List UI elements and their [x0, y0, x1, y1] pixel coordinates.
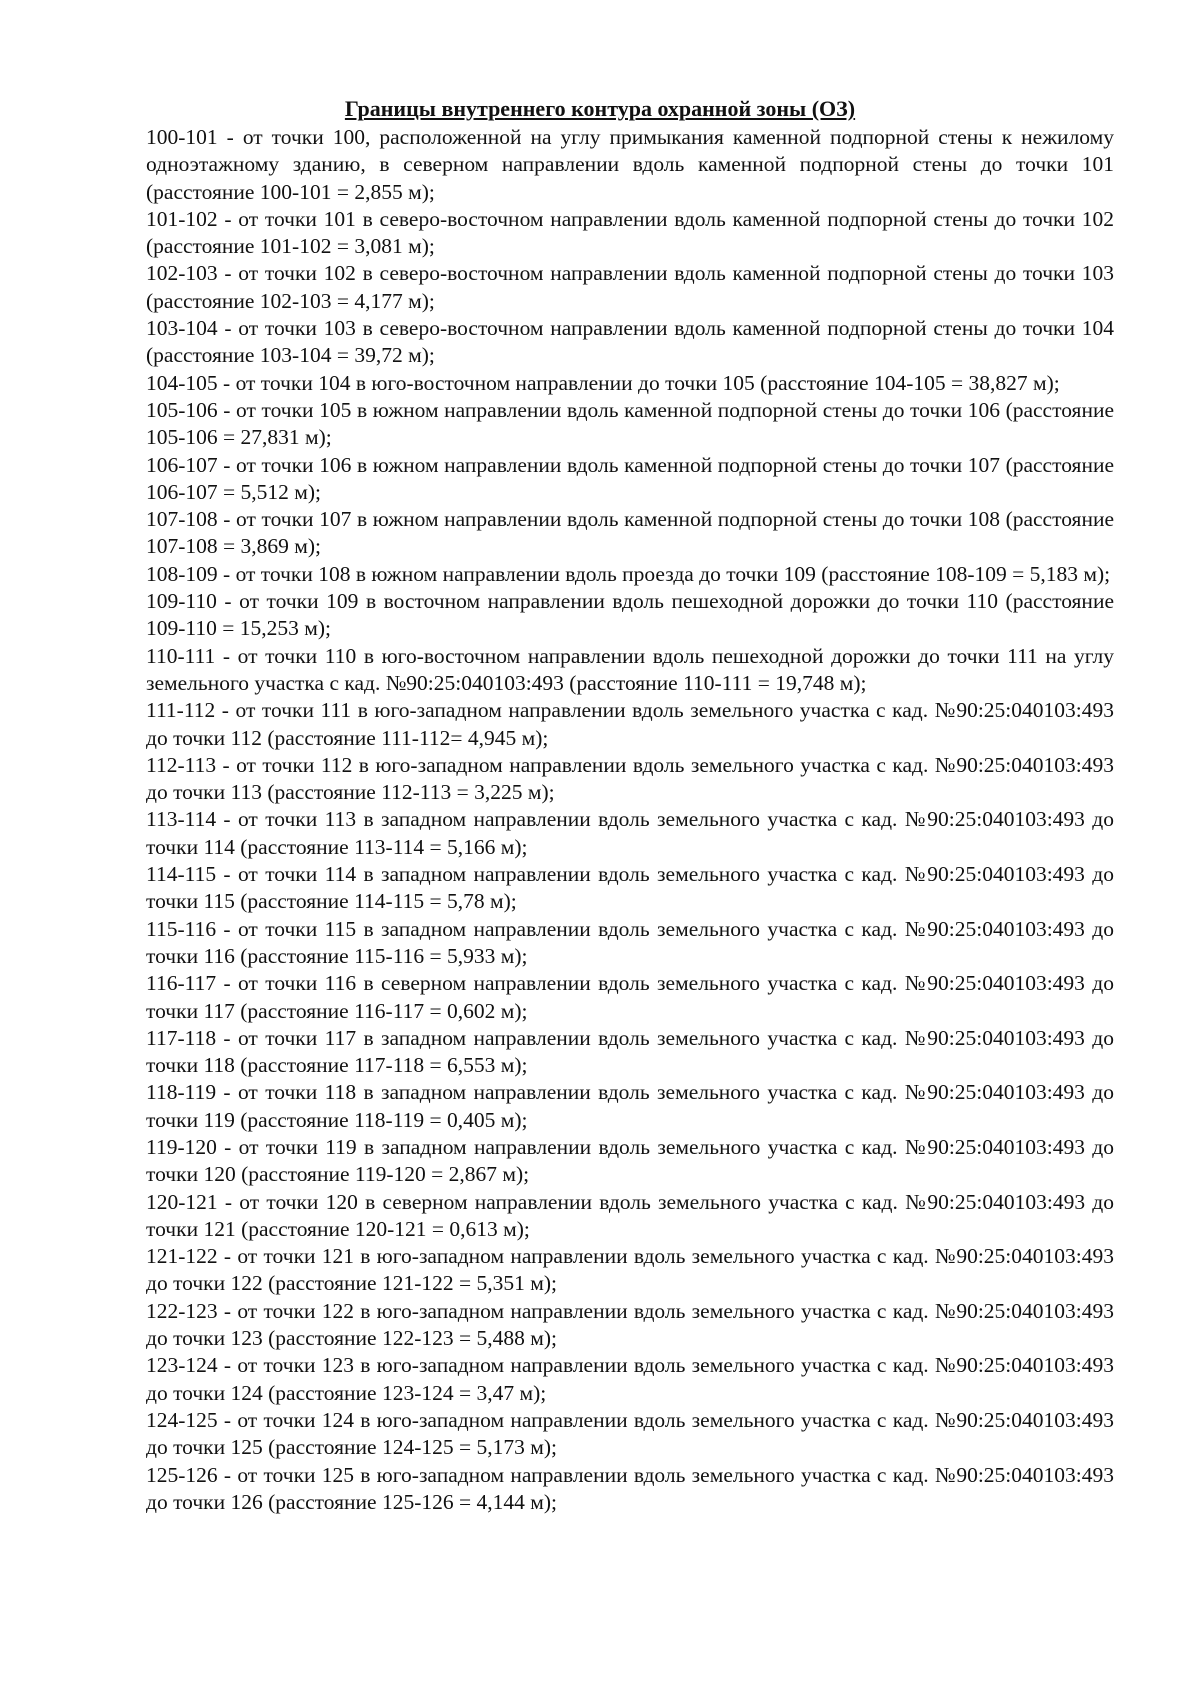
boundary-paragraph: 114-115 - от точки 114 в западном направлении вдоль земельного участка с кад. №90:25:040103:493 до точки 115 (расстояние 114-115 = 5,78 м); — [146, 862, 1114, 914]
boundary-paragraph: 125-126 - от точки 125 в юго-западном направлении вдоль земельного участка с кад. №90:25:040103:493 до точки 126 (расстояние 125-126 = 4,144 м); — [146, 1462, 1114, 1514]
boundary-paragraph: 118-119 - от точки 118 в западном направлении вдоль земельного участка с кад. №90:25:040103:493 до точки 119 (расстояние 118-119 = 0,405 м); — [146, 1080, 1114, 1132]
boundary-paragraph: 121-122 - от точки 121 в юго-западном направлении вдоль земельного участка с кад. №90:25:040103:493 до точки 122 (расстояние 121-122 = 5,351 м); — [146, 1244, 1114, 1296]
boundary-paragraph: 119-120 - от точки 119 в западном направлении вдоль земельного участка с кад. №90:25:040103:493 до точки 120 (расстояние 119-120 = 2,867 м); — [146, 1134, 1114, 1187]
boundary-paragraph: 112-113 - от точки 112 в юго-западном направлении вдоль земельного участка с кад. №90:25:040103:493 до точки 113 (расстояние 112-113 = 3,225 м); — [146, 752, 1114, 805]
boundary-paragraph: 122-123 - от точки 122 в юго-западном направлении вдоль земельного участка с кад. №90:25:040103:493 до точки 123 (расстояние 122-123 = 5,488 м); — [146, 1298, 1114, 1351]
boundary-paragraph: 107-108 - от точки 107 в южном направлении вдоль каменной подпорной стены до точки 108 (расстояние 107-108 = 3,869 м); — [146, 507, 1114, 559]
document-title: Границы внутреннего контура охранной зоны (ОЗ) — [344, 96, 856, 121]
boundary-paragraph: 104-105 - от точки 104 в юго-восточном направлении до точки 105 (расстояние 104-105 = 38,827 м); — [146, 370, 1060, 395]
boundary-paragraph: 111-112 - от точки 111 в юго-западном направлении вдоль земельного участка с кад. №90:25:040103:493 до точки 112 (расстояние 111-112= 4,945 м); — [146, 698, 1114, 750]
boundary-paragraph: 116-117 - от точки 116 в северном направлении вдоль земельного участка с кад. №90:25:040103:493 до точки 117 (расстояние 116-117 = 0,602 м); — [146, 971, 1114, 1023]
boundary-paragraph: 102-103 - от точки 102 в северо-восточном направлении вдоль каменной подпорной стены до точки 103 (расстояние 102-103 = 4,177 м); — [146, 261, 1114, 313]
boundary-paragraph: 105-106 - от точки 105 в южном направлении вдоль каменной подпорной стены до точки 106 (расстояние 105-106 = 27,831 м); — [146, 397, 1114, 450]
boundary-paragraph: 115-116 - от точки 115 в западном направлении вдоль земельного участка с кад. №90:25:040103:493 до точки 116 (расстояние 115-116 = 5,933 м); — [146, 916, 1114, 968]
boundary-paragraph: 108-109 - от точки 108 в южном направлении вдоль проезда до точки 109 (расстояние 108-109 = 5,183 м); — [146, 561, 1111, 586]
boundary-paragraph: 100-101 - от точки 100, расположенной на углу примыкания каменной подпорной стены к нежилому одноэтажному зданию, в северном направлении вдоль каменной подпорной стены до точки 101 (расстояние 100-101 = 2,855 м); — [146, 125, 1114, 204]
boundary-paragraph: 123-124 - от точки 123 в юго-западном направлении вдоль земельного участка с кад. №90:25:040103:493 до точки 124 (расстояние 123-124 = 3,47 м); — [146, 1353, 1114, 1405]
boundary-paragraph: 117-118 - от точки 117 в западном направлении вдоль земельного участка с кад. №90:25:040103:493 до точки 118 (расстояние 117-118 = 6,553 м); — [146, 1025, 1114, 1078]
boundary-paragraph: 110-111 - от точки 110 в юго-восточном направлении вдоль пешеходной дорожки до точки 111 на углу земельного участка с кад. №90:25:040103:493 (расстояние 110-111 = 19,748 м); — [146, 643, 1114, 695]
document-body — [146, 124, 1114, 1516]
boundary-paragraph: 113-114 - от точки 113 в западном направлении вдоль земельного участка с кад. №90:25:040103:493 до точки 114 (расстояние 113-114 = 5,166 м); — [146, 807, 1114, 859]
boundary-paragraph: 120-121 - от точки 120 в северном направлении вдоль земельного участка с кад. №90:25:040103:493 до точки 121 (расстояние 120-121 = 0,613 м); — [146, 1189, 1114, 1241]
boundary-paragraph: 103-104 - от точки 103 в северо-восточном направлении вдоль каменной подпорной стены до точки 104 (расстояние 103-104 = 39,72 м); — [146, 316, 1114, 368]
boundary-paragraph: 109-110 - от точки 109 в восточном направлении вдоль пешеходной дорожки до точки 110 (расстояние 109-110 = 15,253 м); — [146, 589, 1114, 641]
boundary-paragraph: 124-125 - от точки 124 в юго-западном направлении вдоль земельного участка с кад. №90:25:040103:493 до точки 125 (расстояние 124-125 = 5,173 м); — [146, 1407, 1114, 1460]
boundary-paragraph: 106-107 - от точки 106 в южном направлении вдоль каменной подпорной стены до точки 107 (расстояние 106-107 = 5,512 м); — [146, 452, 1114, 504]
boundary-paragraph: 101-102 - от точки 101 в северо-восточном направлении вдоль каменной подпорной стены до точки 102 (расстояние 101-102 = 3,081 м); — [146, 206, 1114, 259]
